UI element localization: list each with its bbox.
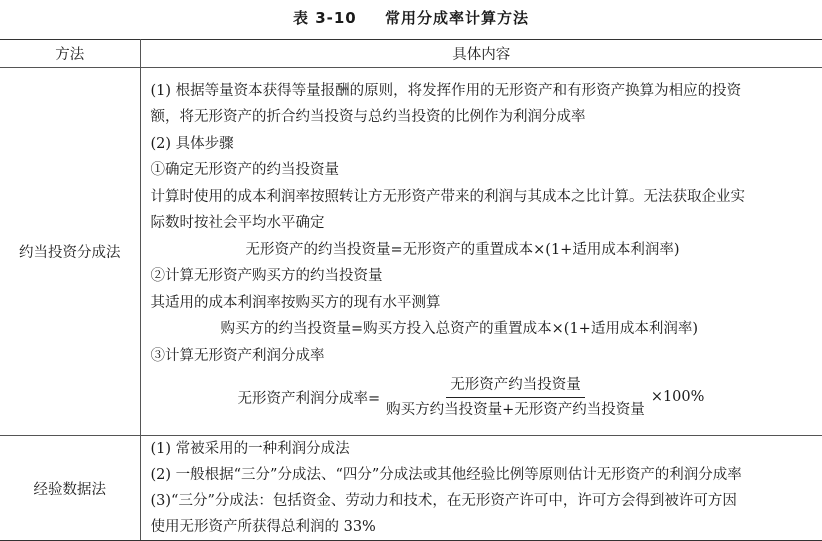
method-cell: 约当投资分成法 bbox=[0, 68, 140, 436]
content-line: 计算时使用的成本利润率按照转让方无形资产带来的利润与其成本之比计算。无法获取企业实 bbox=[150, 188, 745, 205]
content-cell bbox=[140, 68, 822, 436]
content-line: ②计算无形资产购买方的约当投资量 bbox=[150, 268, 383, 285]
method-cell: 经验数据法 bbox=[0, 436, 140, 541]
fraction bbox=[382, 374, 649, 421]
table-row bbox=[0, 68, 822, 436]
content-line: 使用无形资产所获得总利润的 33% bbox=[150, 519, 376, 535]
content-line: ③计算无形资产利润分成率 bbox=[150, 347, 325, 364]
content-line: 际数时按社会平均水平确定 bbox=[150, 215, 325, 232]
method-table bbox=[0, 39, 822, 541]
table-title bbox=[0, 7, 822, 28]
fraction-lhs: 无形资产利润分成率= bbox=[237, 390, 381, 407]
formula-line: 购买方的约当投资量=购买方投入总资产的重置成本×(1+适用成本利润率) bbox=[220, 321, 698, 338]
table-number: 表 3-10 bbox=[292, 9, 357, 27]
content-line: (1) 常被采用的一种利润分成法 bbox=[150, 441, 350, 457]
content-line: (3)“三分”分成法：包括资金、劳动力和技术，在无形资产许可中，许可方会得到被许可方因 bbox=[150, 493, 737, 509]
content-line: ①确定无形资产的约当投资量 bbox=[150, 162, 339, 179]
fraction-numerator: 无形资产约当投资量 bbox=[446, 374, 585, 398]
table-caption: 常用分成率计算方法 bbox=[384, 9, 529, 27]
content-line: (2) 一般根据“三分”分成法、“四分”分成法或其他经验比例等原则估计无形资产的利润分成率 bbox=[150, 467, 742, 483]
table-row bbox=[0, 436, 822, 541]
content-line: 额，将无形资产的折合约当投资与总约当投资的比例作为利润分成率 bbox=[150, 109, 586, 126]
fraction-formula bbox=[151, 369, 811, 425]
content-line: (1) 根据等量资本获得等量报酬的原则，将发挥作用的无形资产和有形资产换算为相应的投资 bbox=[150, 82, 742, 99]
formula-line: 无形资产的约当投资量=无形资产的重置成本×(1+适用成本利润率) bbox=[245, 241, 680, 258]
fraction-rhs: ×100% bbox=[650, 389, 705, 406]
header-row bbox=[0, 40, 822, 68]
header-content: 具体内容 bbox=[140, 40, 822, 68]
fraction-denominator: 购买方约当投资量+无形资产约当投资量 bbox=[386, 401, 645, 418]
content-cell bbox=[140, 436, 822, 541]
content-line: (2) 具体步骤 bbox=[150, 135, 234, 152]
header-method: 方法 bbox=[0, 40, 140, 68]
content-line: 其适用的成本利润率按购买方的现有水平测算 bbox=[150, 294, 441, 311]
